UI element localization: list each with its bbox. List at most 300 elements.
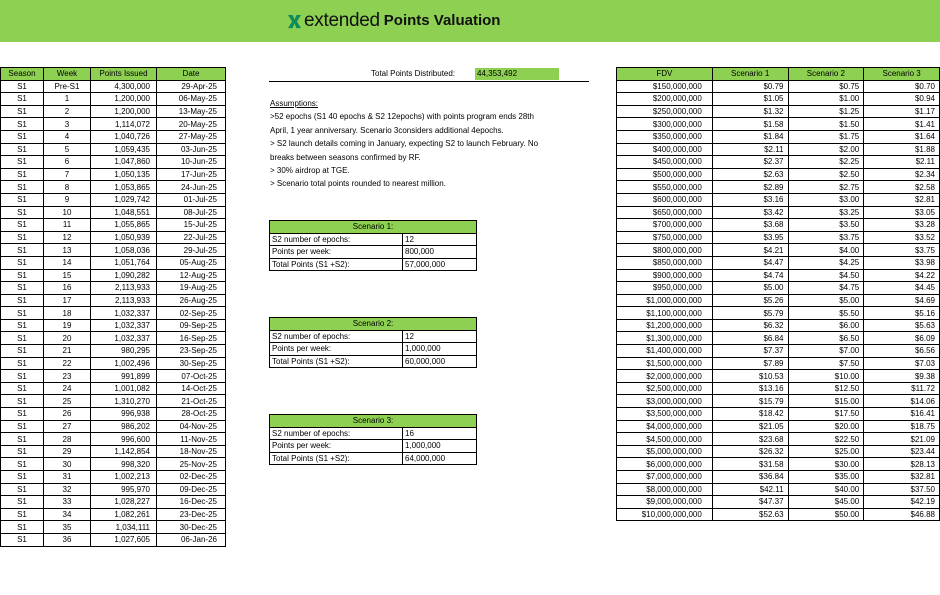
scenario-value[interactable]: 1,000,000 (403, 440, 477, 453)
scenario-2-cell[interactable]: $4.25 (788, 256, 864, 269)
scenario-3-cell[interactable]: $3.28 (864, 219, 940, 232)
date-cell[interactable]: 30-Sep-25 (157, 357, 226, 370)
scenario-1-cell[interactable]: $31.58 (712, 458, 788, 471)
scenario-2-cell[interactable]: $10.00 (788, 370, 864, 383)
week-cell[interactable]: 33 (44, 496, 91, 509)
scenario-value[interactable]: 64,000,000 (403, 452, 477, 465)
week-cell[interactable]: 30 (44, 458, 91, 471)
scenario-2-cell[interactable]: $25.00 (788, 445, 864, 458)
week-cell[interactable]: 12 (44, 231, 91, 244)
points-issued-cell[interactable]: 1,050,939 (91, 231, 157, 244)
season-cell[interactable]: S1 (1, 294, 44, 307)
points-issued-cell[interactable]: 2,113,933 (91, 282, 157, 295)
points-issued-cell[interactable]: 1,090,282 (91, 269, 157, 282)
date-cell[interactable]: 16-Dec-25 (157, 496, 226, 509)
column-header-date[interactable]: Date (157, 68, 226, 81)
fdv-cell[interactable]: $6,000,000,000 (617, 458, 713, 471)
season-cell[interactable]: S1 (1, 156, 44, 169)
fdv-cell[interactable]: $900,000,000 (617, 269, 713, 282)
fdv-cell[interactable]: $1,400,000,000 (617, 345, 713, 358)
scenario-3-cell[interactable]: $6.09 (864, 332, 940, 345)
week-cell[interactable]: 35 (44, 521, 91, 534)
points-issued-cell[interactable]: 1,032,337 (91, 319, 157, 332)
date-cell[interactable]: 21-Oct-25 (157, 395, 226, 408)
scenario-1-cell[interactable]: $4.74 (712, 269, 788, 282)
scenario-1-cell[interactable]: $5.79 (712, 307, 788, 320)
scenario-2-cell[interactable]: $5.00 (788, 294, 864, 307)
scenario-3-cell[interactable]: $4.22 (864, 269, 940, 282)
scenario-1-cell[interactable]: $13.16 (712, 382, 788, 395)
scenario-1-cell[interactable]: $1.84 (712, 130, 788, 143)
scenario-3-cell[interactable]: $16.41 (864, 408, 940, 421)
points-issued-cell[interactable]: 998,320 (91, 458, 157, 471)
date-cell[interactable]: 02-Dec-25 (157, 471, 226, 484)
date-cell[interactable]: 05-Aug-25 (157, 256, 226, 269)
fdv-cell[interactable]: $7,000,000,000 (617, 471, 713, 484)
scenario-3-cell[interactable]: $3.52 (864, 231, 940, 244)
week-cell[interactable]: 14 (44, 256, 91, 269)
season-cell[interactable]: S1 (1, 483, 44, 496)
scenario-3-cell[interactable]: $42.19 (864, 496, 940, 509)
column-header-fdv[interactable]: FDV (617, 68, 713, 81)
date-cell[interactable]: 30-Dec-25 (157, 521, 226, 534)
scenario-2-cell[interactable]: $50.00 (788, 508, 864, 521)
scenario-1-cell[interactable]: $1.32 (712, 105, 788, 118)
season-cell[interactable]: S1 (1, 420, 44, 433)
date-cell[interactable]: 06-Jan-26 (157, 533, 226, 546)
date-cell[interactable]: 15-Jul-25 (157, 219, 226, 232)
scenario-3-cell[interactable]: $0.94 (864, 93, 940, 106)
week-cell[interactable]: 20 (44, 332, 91, 345)
season-cell[interactable]: S1 (1, 143, 44, 156)
scenario-3-cell[interactable]: $1.64 (864, 130, 940, 143)
date-cell[interactable]: 18-Nov-25 (157, 445, 226, 458)
scenario-3-cell[interactable]: $18.75 (864, 420, 940, 433)
scenario-2-cell[interactable]: $1.50 (788, 118, 864, 131)
fdv-cell[interactable]: $8,000,000,000 (617, 483, 713, 496)
scenario-value[interactable]: 12 (403, 233, 477, 246)
points-issued-cell[interactable]: 1,029,742 (91, 193, 157, 206)
season-cell[interactable]: S1 (1, 244, 44, 257)
points-issued-cell[interactable]: 1,040,726 (91, 130, 157, 143)
scenario-1-cell[interactable]: $5.00 (712, 282, 788, 295)
date-cell[interactable]: 27-May-25 (157, 130, 226, 143)
date-cell[interactable]: 06-May-25 (157, 93, 226, 106)
scenario-3-cell[interactable]: $3.05 (864, 206, 940, 219)
points-issued-cell[interactable]: 1,055,865 (91, 219, 157, 232)
points-issued-cell[interactable]: 2,113,933 (91, 294, 157, 307)
fdv-cell[interactable]: $3,000,000,000 (617, 395, 713, 408)
fdv-cell[interactable]: $500,000,000 (617, 168, 713, 181)
season-cell[interactable]: S1 (1, 357, 44, 370)
scenario-1-cell[interactable]: $2.63 (712, 168, 788, 181)
week-cell[interactable]: 19 (44, 319, 91, 332)
scenario-3-cell[interactable]: $21.09 (864, 433, 940, 446)
date-cell[interactable]: 10-Jun-25 (157, 156, 226, 169)
scenario-2-cell[interactable]: $2.50 (788, 168, 864, 181)
scenario-1-cell[interactable]: $26.32 (712, 445, 788, 458)
season-cell[interactable]: S1 (1, 508, 44, 521)
date-cell[interactable]: 19-Aug-25 (157, 282, 226, 295)
points-issued-cell[interactable]: 1,200,000 (91, 105, 157, 118)
season-cell[interactable]: S1 (1, 118, 44, 131)
scenario-value[interactable]: 12 (403, 330, 477, 343)
season-cell[interactable]: S1 (1, 193, 44, 206)
scenario-2-cell[interactable]: $2.75 (788, 181, 864, 194)
scenario-2-cell[interactable]: $3.00 (788, 193, 864, 206)
season-cell[interactable]: S1 (1, 206, 44, 219)
fdv-cell[interactable]: $4,000,000,000 (617, 420, 713, 433)
date-cell[interactable]: 25-Nov-25 (157, 458, 226, 471)
scenario-1-cell[interactable]: $42.11 (712, 483, 788, 496)
week-cell[interactable]: 15 (44, 269, 91, 282)
fdv-cell[interactable]: $700,000,000 (617, 219, 713, 232)
scenario-3-cell[interactable]: $46.88 (864, 508, 940, 521)
week-cell[interactable]: 23 (44, 370, 91, 383)
points-issued-cell[interactable]: 995,970 (91, 483, 157, 496)
season-cell[interactable]: S1 (1, 370, 44, 383)
scenario-3-cell[interactable]: $2.34 (864, 168, 940, 181)
scenario-2-cell[interactable]: $30.00 (788, 458, 864, 471)
scenario-3-cell[interactable]: $4.69 (864, 294, 940, 307)
date-cell[interactable]: 20-May-25 (157, 118, 226, 131)
week-cell[interactable]: 36 (44, 533, 91, 546)
points-issued-cell[interactable]: 996,938 (91, 408, 157, 421)
date-cell[interactable]: 08-Jul-25 (157, 206, 226, 219)
scenario-3-cell[interactable]: $5.63 (864, 319, 940, 332)
scenario-2-cell[interactable]: $12.50 (788, 382, 864, 395)
season-cell[interactable]: S1 (1, 256, 44, 269)
week-cell[interactable]: 10 (44, 206, 91, 219)
scenario-value[interactable]: 800,000 (403, 246, 477, 259)
scenario-value[interactable]: 57,000,000 (403, 258, 477, 271)
date-cell[interactable]: 24-Jun-25 (157, 181, 226, 194)
week-cell[interactable]: 3 (44, 118, 91, 131)
week-cell[interactable]: 7 (44, 168, 91, 181)
date-cell[interactable]: 17-Jun-25 (157, 168, 226, 181)
scenario-1-cell[interactable]: $4.47 (712, 256, 788, 269)
fdv-cell[interactable]: $800,000,000 (617, 244, 713, 257)
scenario-3-cell[interactable]: $1.41 (864, 118, 940, 131)
season-cell[interactable]: S1 (1, 345, 44, 358)
scenario-2-cell[interactable]: $4.00 (788, 244, 864, 257)
fdv-cell[interactable]: $5,000,000,000 (617, 445, 713, 458)
week-cell[interactable]: 1 (44, 93, 91, 106)
fdv-cell[interactable]: $150,000,000 (617, 80, 713, 93)
scenario-3-cell[interactable]: $6.56 (864, 345, 940, 358)
fdv-cell[interactable]: $10,000,000,000 (617, 508, 713, 521)
points-issued-cell[interactable]: 996,600 (91, 433, 157, 446)
season-cell[interactable]: S1 (1, 445, 44, 458)
scenario-1-cell[interactable]: $15.79 (712, 395, 788, 408)
season-cell[interactable]: S1 (1, 332, 44, 345)
season-cell[interactable]: S1 (1, 168, 44, 181)
week-cell[interactable]: 2 (44, 105, 91, 118)
fdv-cell[interactable]: $9,000,000,000 (617, 496, 713, 509)
date-cell[interactable]: 09-Dec-25 (157, 483, 226, 496)
week-cell[interactable]: 34 (44, 508, 91, 521)
week-cell[interactable]: 4 (44, 130, 91, 143)
points-issued-cell[interactable]: 1,032,337 (91, 332, 157, 345)
scenario-2-cell[interactable]: $7.50 (788, 357, 864, 370)
fdv-cell[interactable]: $2,500,000,000 (617, 382, 713, 395)
season-cell[interactable]: S1 (1, 395, 44, 408)
date-cell[interactable]: 14-Oct-25 (157, 382, 226, 395)
season-cell[interactable]: S1 (1, 408, 44, 421)
scenario-value[interactable]: 1,000,000 (403, 343, 477, 356)
week-cell[interactable]: 11 (44, 219, 91, 232)
scenario-value[interactable]: 60,000,000 (403, 355, 477, 368)
week-cell[interactable]: 25 (44, 395, 91, 408)
scenario-1-cell[interactable]: $18.42 (712, 408, 788, 421)
scenario-1-cell[interactable]: $2.11 (712, 143, 788, 156)
scenario-3-cell[interactable]: $3.75 (864, 244, 940, 257)
scenario-2-cell[interactable]: $1.25 (788, 105, 864, 118)
scenario-2-cell[interactable]: $6.00 (788, 319, 864, 332)
week-cell[interactable]: 17 (44, 294, 91, 307)
scenario-1-cell[interactable]: $6.84 (712, 332, 788, 345)
week-cell[interactable]: 32 (44, 483, 91, 496)
points-issued-cell[interactable]: 986,202 (91, 420, 157, 433)
fdv-cell[interactable]: $2,000,000,000 (617, 370, 713, 383)
scenario-3-cell[interactable]: $1.17 (864, 105, 940, 118)
season-cell[interactable]: S1 (1, 80, 44, 93)
scenario-2-cell[interactable]: $2.00 (788, 143, 864, 156)
scenario-1-cell[interactable]: $23.68 (712, 433, 788, 446)
scenario-2-cell[interactable]: $6.50 (788, 332, 864, 345)
date-cell[interactable]: 03-Jun-25 (157, 143, 226, 156)
points-issued-cell[interactable]: 1,002,213 (91, 471, 157, 484)
scenario-3-cell[interactable]: $11.72 (864, 382, 940, 395)
points-issued-cell[interactable]: 1,082,261 (91, 508, 157, 521)
date-cell[interactable]: 23-Dec-25 (157, 508, 226, 521)
date-cell[interactable]: 07-Oct-25 (157, 370, 226, 383)
date-cell[interactable]: 04-Nov-25 (157, 420, 226, 433)
column-header-scenario-2[interactable]: Scenario 2 (788, 68, 864, 81)
season-cell[interactable]: S1 (1, 521, 44, 534)
fdv-cell[interactable]: $750,000,000 (617, 231, 713, 244)
week-cell[interactable]: 28 (44, 433, 91, 446)
points-issued-cell[interactable]: 1,027,605 (91, 533, 157, 546)
points-issued-cell[interactable]: 1,051,764 (91, 256, 157, 269)
week-cell[interactable]: 5 (44, 143, 91, 156)
date-cell[interactable]: 28-Oct-25 (157, 408, 226, 421)
fdv-cell[interactable]: $1,500,000,000 (617, 357, 713, 370)
scenario-1-cell[interactable]: $47.37 (712, 496, 788, 509)
scenario-3-cell[interactable]: $0.70 (864, 80, 940, 93)
points-issued-cell[interactable]: 4,300,000 (91, 80, 157, 93)
points-issued-cell[interactable]: 1,059,435 (91, 143, 157, 156)
column-header-season[interactable]: Season (1, 68, 44, 81)
date-cell[interactable]: 22-Jul-25 (157, 231, 226, 244)
scenario-2-cell[interactable]: $4.75 (788, 282, 864, 295)
total-points-value[interactable]: 44,353,492 (475, 68, 559, 80)
points-issued-cell[interactable]: 1,114,072 (91, 118, 157, 131)
fdv-cell[interactable]: $600,000,000 (617, 193, 713, 206)
season-cell[interactable]: S1 (1, 219, 44, 232)
scenario-2-cell[interactable]: $40.00 (788, 483, 864, 496)
points-issued-cell[interactable]: 1,001,082 (91, 382, 157, 395)
week-cell[interactable]: 13 (44, 244, 91, 257)
points-issued-cell[interactable]: 1,032,337 (91, 307, 157, 320)
scenario-1-cell[interactable]: $4.21 (712, 244, 788, 257)
column-header-scenario-1[interactable]: Scenario 1 (712, 68, 788, 81)
week-cell[interactable]: 22 (44, 357, 91, 370)
date-cell[interactable]: 23-Sep-25 (157, 345, 226, 358)
scenario-1-cell[interactable]: $6.32 (712, 319, 788, 332)
fdv-cell[interactable]: $300,000,000 (617, 118, 713, 131)
column-header-scenario-3[interactable]: Scenario 3 (864, 68, 940, 81)
date-cell[interactable]: 16-Sep-25 (157, 332, 226, 345)
fdv-cell[interactable]: $400,000,000 (617, 143, 713, 156)
scenario-1-cell[interactable]: $21.05 (712, 420, 788, 433)
scenario-1-cell[interactable]: $7.37 (712, 345, 788, 358)
scenario-3-cell[interactable]: $2.58 (864, 181, 940, 194)
scenario-1-cell[interactable]: $10.53 (712, 370, 788, 383)
points-issued-cell[interactable]: 1,050,135 (91, 168, 157, 181)
points-issued-cell[interactable]: 1,310,270 (91, 395, 157, 408)
scenario-1-cell[interactable]: $5.26 (712, 294, 788, 307)
season-cell[interactable]: S1 (1, 433, 44, 446)
fdv-cell[interactable]: $3,500,000,000 (617, 408, 713, 421)
season-cell[interactable]: S1 (1, 533, 44, 546)
scenario-2-cell[interactable]: $3.25 (788, 206, 864, 219)
fdv-cell[interactable]: $450,000,000 (617, 156, 713, 169)
scenario-1-cell[interactable]: $36.84 (712, 471, 788, 484)
scenario-3-cell[interactable]: $5.16 (864, 307, 940, 320)
date-cell[interactable]: 12-Aug-25 (157, 269, 226, 282)
column-header-week[interactable]: Week (44, 68, 91, 81)
scenario-1-cell[interactable]: $3.42 (712, 206, 788, 219)
scenario-2-cell[interactable]: $35.00 (788, 471, 864, 484)
points-issued-cell[interactable]: 1,053,865 (91, 181, 157, 194)
date-cell[interactable]: 01-Jul-25 (157, 193, 226, 206)
scenario-1-cell[interactable]: $0.79 (712, 80, 788, 93)
fdv-cell[interactable]: $550,000,000 (617, 181, 713, 194)
scenario-2-cell[interactable]: $4.50 (788, 269, 864, 282)
fdv-cell[interactable]: $1,200,000,000 (617, 319, 713, 332)
date-cell[interactable]: 29-Apr-25 (157, 80, 226, 93)
week-cell[interactable]: 24 (44, 382, 91, 395)
scenario-3-cell[interactable]: $9.38 (864, 370, 940, 383)
scenario-3-cell[interactable]: $37.50 (864, 483, 940, 496)
scenario-3-cell[interactable]: $7.03 (864, 357, 940, 370)
week-cell[interactable]: 29 (44, 445, 91, 458)
date-cell[interactable]: 13-May-25 (157, 105, 226, 118)
week-cell[interactable]: 31 (44, 471, 91, 484)
season-cell[interactable]: S1 (1, 130, 44, 143)
scenario-3-cell[interactable]: $2.81 (864, 193, 940, 206)
week-cell[interactable]: Pre-S1 (44, 80, 91, 93)
scenario-2-cell[interactable]: $5.50 (788, 307, 864, 320)
points-issued-cell[interactable]: 1,200,000 (91, 93, 157, 106)
date-cell[interactable]: 29-Jul-25 (157, 244, 226, 257)
fdv-cell[interactable]: $4,500,000,000 (617, 433, 713, 446)
scenario-2-cell[interactable]: $45.00 (788, 496, 864, 509)
scenario-3-cell[interactable]: $32.81 (864, 471, 940, 484)
scenario-3-cell[interactable]: $4.45 (864, 282, 940, 295)
scenario-1-cell[interactable]: $1.58 (712, 118, 788, 131)
season-cell[interactable]: S1 (1, 458, 44, 471)
fdv-cell[interactable]: $650,000,000 (617, 206, 713, 219)
season-cell[interactable]: S1 (1, 282, 44, 295)
scenario-3-cell[interactable]: $14.06 (864, 395, 940, 408)
date-cell[interactable]: 09-Sep-25 (157, 319, 226, 332)
week-cell[interactable]: 21 (44, 345, 91, 358)
points-issued-cell[interactable]: 1,028,227 (91, 496, 157, 509)
points-issued-cell[interactable]: 1,142,854 (91, 445, 157, 458)
points-issued-cell[interactable]: 1,034,111 (91, 521, 157, 534)
points-issued-cell[interactable]: 1,058,036 (91, 244, 157, 257)
fdv-cell[interactable]: $350,000,000 (617, 130, 713, 143)
scenario-1-cell[interactable]: $3.68 (712, 219, 788, 232)
scenario-2-cell[interactable]: $17.50 (788, 408, 864, 421)
scenario-3-cell[interactable]: $1.88 (864, 143, 940, 156)
season-cell[interactable]: S1 (1, 93, 44, 106)
fdv-cell[interactable]: $850,000,000 (617, 256, 713, 269)
points-issued-cell[interactable]: 991,899 (91, 370, 157, 383)
scenario-1-cell[interactable]: $1.05 (712, 93, 788, 106)
week-cell[interactable]: 26 (44, 408, 91, 421)
scenario-2-cell[interactable]: $22.50 (788, 433, 864, 446)
scenario-2-cell[interactable]: $1.75 (788, 130, 864, 143)
fdv-cell[interactable]: $950,000,000 (617, 282, 713, 295)
scenario-2-cell[interactable]: $0.75 (788, 80, 864, 93)
date-cell[interactable]: 11-Nov-25 (157, 433, 226, 446)
fdv-cell[interactable]: $1,000,000,000 (617, 294, 713, 307)
season-cell[interactable]: S1 (1, 319, 44, 332)
fdv-cell[interactable]: $250,000,000 (617, 105, 713, 118)
week-cell[interactable]: 9 (44, 193, 91, 206)
scenario-3-cell[interactable]: $28.13 (864, 458, 940, 471)
scenario-3-cell[interactable]: $2.11 (864, 156, 940, 169)
scenario-2-cell[interactable]: $20.00 (788, 420, 864, 433)
scenario-1-cell[interactable]: $7.89 (712, 357, 788, 370)
scenario-value[interactable]: 16 (403, 427, 477, 440)
scenario-1-cell[interactable]: $3.95 (712, 231, 788, 244)
week-cell[interactable]: 8 (44, 181, 91, 194)
week-cell[interactable]: 6 (44, 156, 91, 169)
date-cell[interactable]: 26-Aug-25 (157, 294, 226, 307)
points-issued-cell[interactable]: 1,002,496 (91, 357, 157, 370)
season-cell[interactable]: S1 (1, 307, 44, 320)
season-cell[interactable]: S1 (1, 269, 44, 282)
season-cell[interactable]: S1 (1, 105, 44, 118)
week-cell[interactable]: 16 (44, 282, 91, 295)
scenario-2-cell[interactable]: $15.00 (788, 395, 864, 408)
fdv-cell[interactable]: $200,000,000 (617, 93, 713, 106)
column-header-points-issued[interactable]: Points Issued (91, 68, 157, 81)
fdv-cell[interactable]: $1,100,000,000 (617, 307, 713, 320)
season-cell[interactable]: S1 (1, 496, 44, 509)
season-cell[interactable]: S1 (1, 231, 44, 244)
fdv-cell[interactable]: $1,300,000,000 (617, 332, 713, 345)
scenario-3-cell[interactable]: $3.98 (864, 256, 940, 269)
date-cell[interactable]: 02-Sep-25 (157, 307, 226, 320)
scenario-2-cell[interactable]: $3.50 (788, 219, 864, 232)
scenario-1-cell[interactable]: $3.16 (712, 193, 788, 206)
week-cell[interactable]: 27 (44, 420, 91, 433)
scenario-1-cell[interactable]: $2.37 (712, 156, 788, 169)
scenario-2-cell[interactable]: $3.75 (788, 231, 864, 244)
points-issued-cell[interactable]: 980,295 (91, 345, 157, 358)
season-cell[interactable]: S1 (1, 181, 44, 194)
week-cell[interactable]: 18 (44, 307, 91, 320)
scenario-1-cell[interactable]: $52.63 (712, 508, 788, 521)
season-cell[interactable]: S1 (1, 382, 44, 395)
scenario-2-cell[interactable]: $2.25 (788, 156, 864, 169)
season-cell[interactable]: S1 (1, 471, 44, 484)
